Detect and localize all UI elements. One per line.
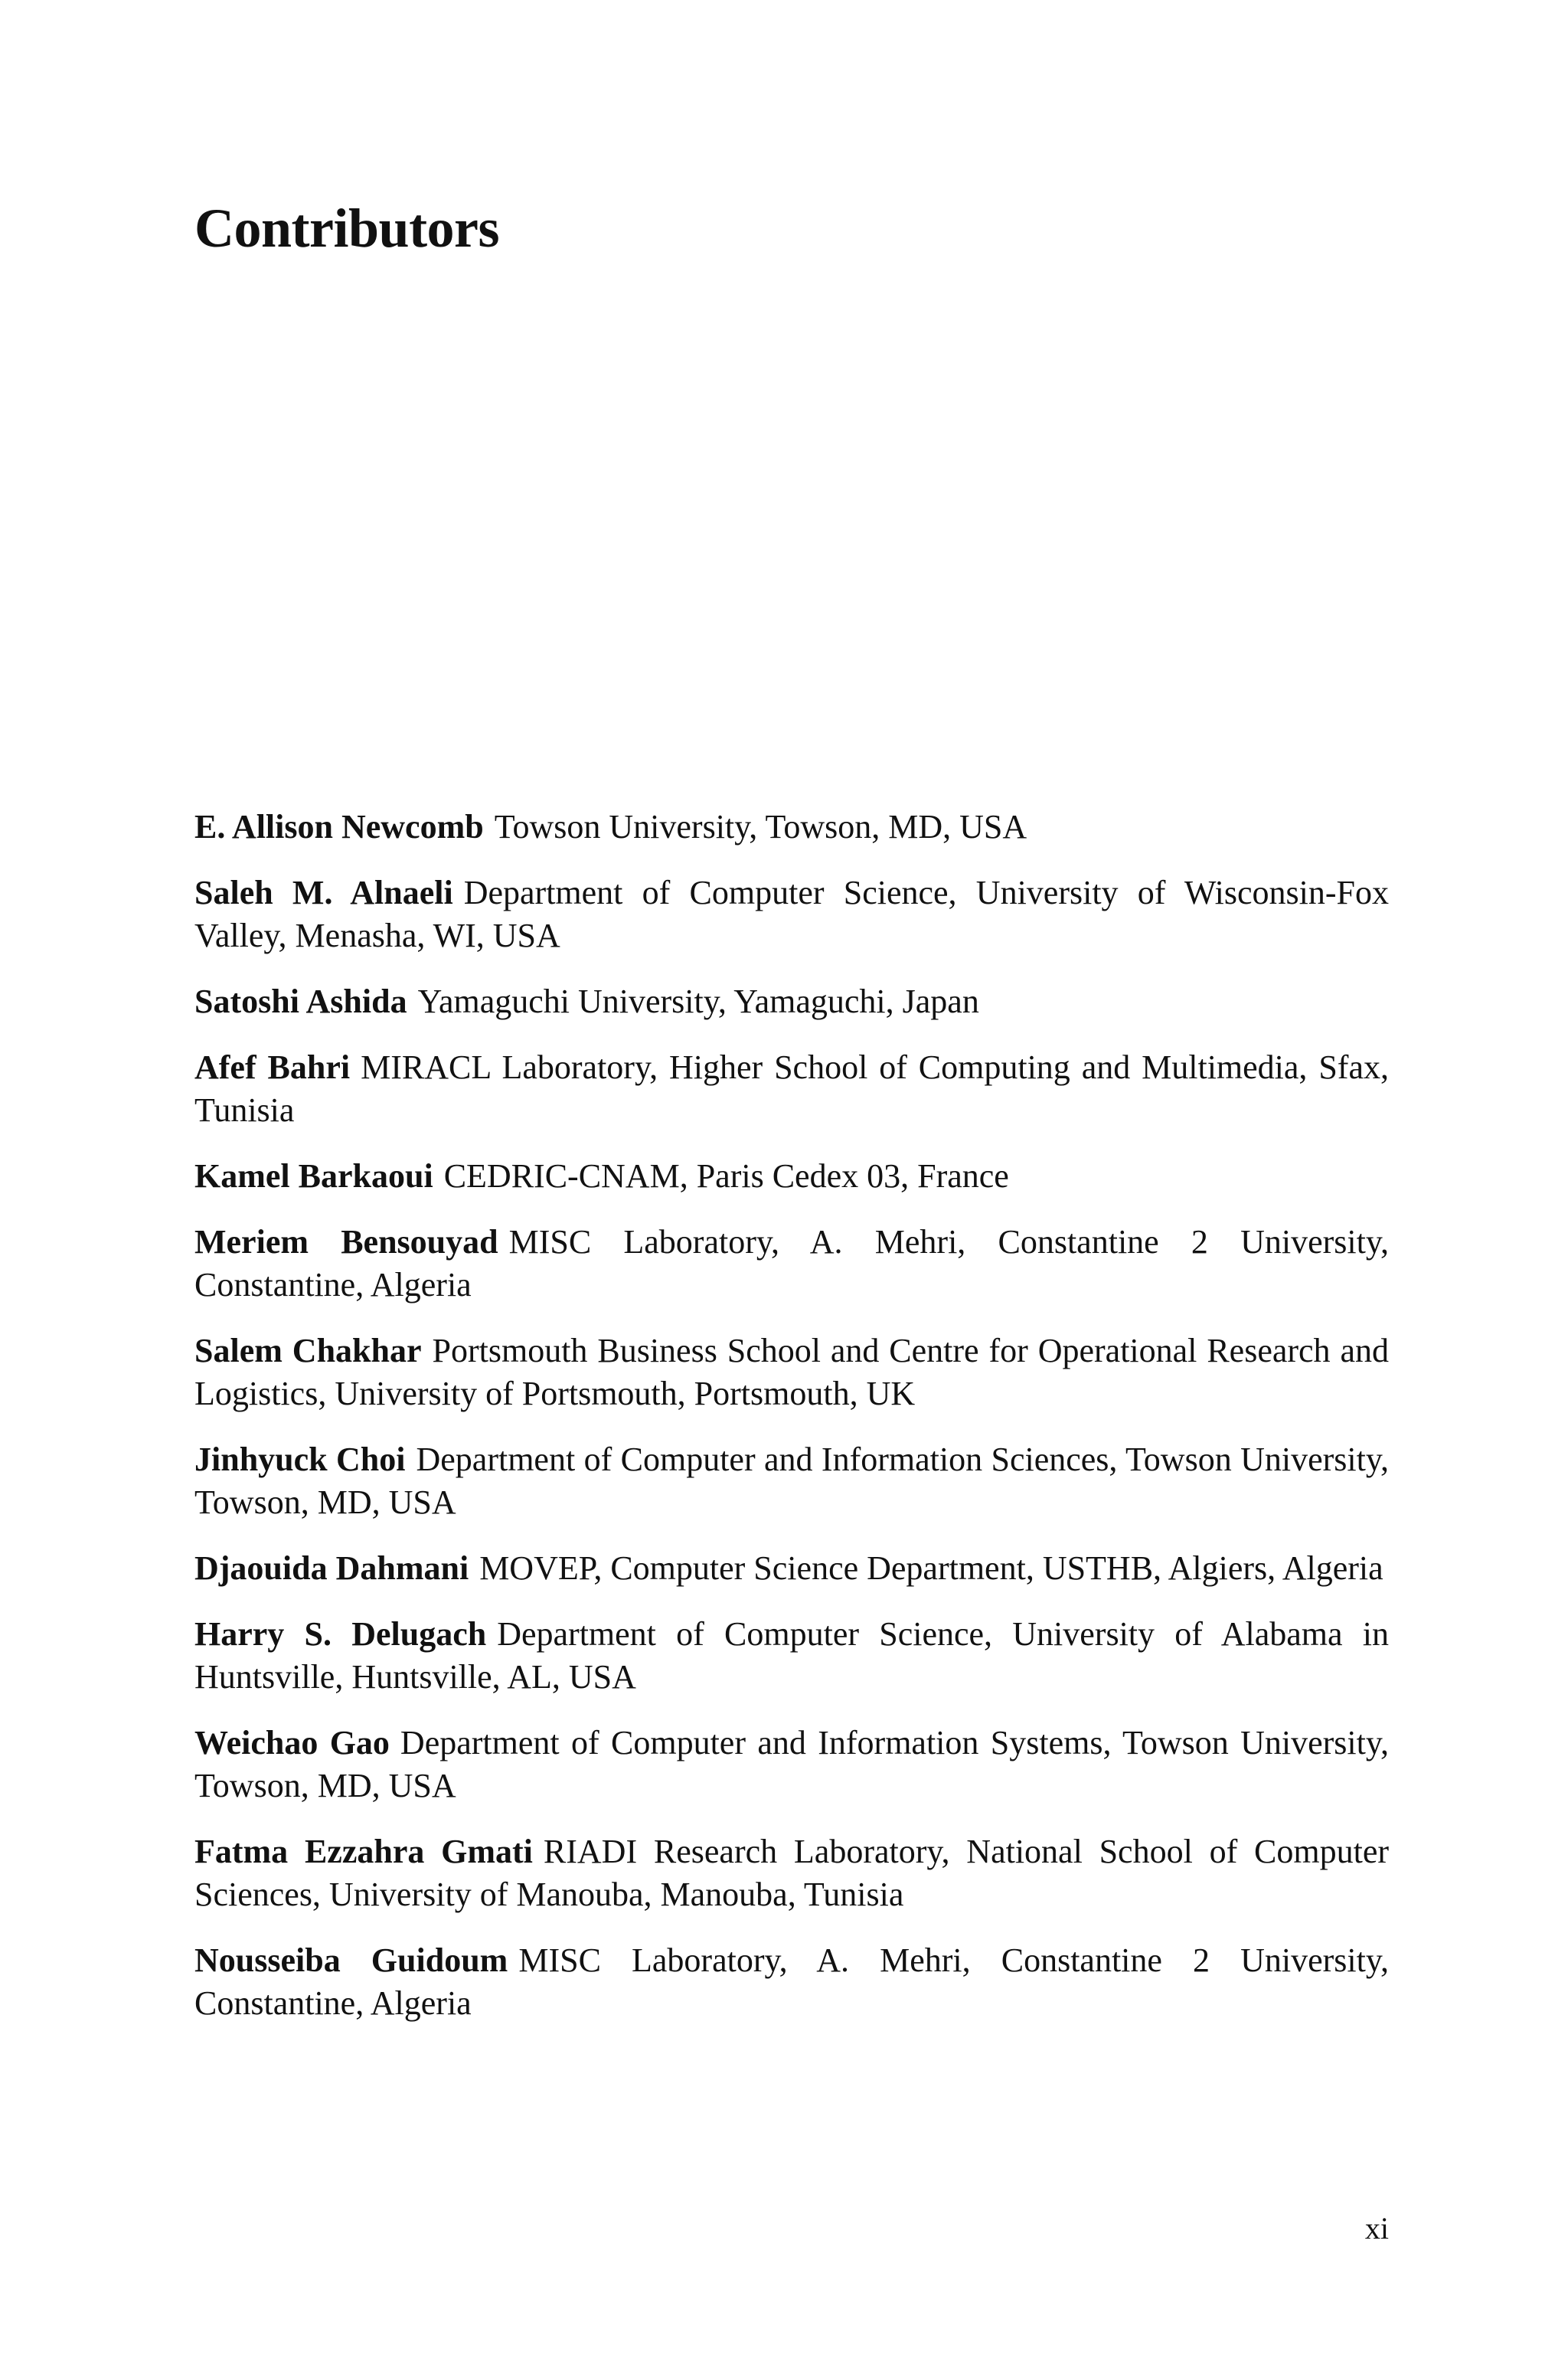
contributor-entry xyxy=(194,1438,1389,1524)
contributor-entry xyxy=(194,1155,1389,1198)
contributor-entry xyxy=(194,1221,1389,1307)
contributor-entry xyxy=(194,1046,1389,1132)
contributor-affiliation: MIRACL Laboratory, Higher School of Computing and Multimedia, Sfax, Tunisia xyxy=(194,1048,1389,1129)
contributor-affiliation: CEDRIC-CNAM, Paris Cedex 03, France xyxy=(443,1157,1009,1195)
contributor-entry xyxy=(194,1722,1389,1807)
contributor-name: Saleh M. Alnaeli xyxy=(194,874,453,911)
contributor-entry xyxy=(194,1939,1389,2025)
contributor-affiliation: Department of Computer Science, University of Alabama in Huntsville, Huntsville, AL, USA xyxy=(194,1615,1389,1696)
contributor-name: Harry S. Delugach xyxy=(194,1615,487,1653)
contributor-name: Nousseiba Guidoum xyxy=(194,1941,508,1979)
contributor-affiliation: Portsmouth Business School and Centre for Operational Research and Logistics, University of Portsmouth, Portsmouth, UK xyxy=(194,1332,1389,1412)
contributor-affiliation: MISC Laboratory, A. Mehri, Constantine 2 University, Constantine, Algeria xyxy=(194,1941,1390,2022)
contributor-entry xyxy=(194,1547,1389,1590)
page-number: xi xyxy=(1364,2211,1389,2246)
contributor-name: Weichao Gao xyxy=(194,1724,390,1761)
contributors-list xyxy=(194,806,1389,2048)
contributor-name: Jinhyuck Choi xyxy=(194,1441,406,1478)
contributor-entry xyxy=(194,1330,1389,1415)
contributor-affiliation: Yamaguchi University, Yamaguchi, Japan xyxy=(417,983,979,1020)
contributor-affiliation: RIADI Research Laboratory, National School of Computer Sciences, University of Manouba, Manouba, Tunisia xyxy=(194,1833,1389,1913)
contributor-name: Salem Chakhar xyxy=(194,1332,422,1369)
contributor-entry xyxy=(194,1830,1389,1916)
contributor-affiliation: Towson University, Towson, MD, USA xyxy=(494,808,1027,846)
contributor-affiliation: MISC Laboratory, A. Mehri, Constantine 2 University, Constantine, Algeria xyxy=(194,1223,1389,1303)
contributor-entry xyxy=(194,872,1389,957)
contributor-name: Djaouida Dahmani xyxy=(194,1549,469,1587)
contributor-entry xyxy=(194,1613,1389,1699)
contributor-name: E. Allison Newcomb xyxy=(194,808,484,846)
contributor-name: Afef Bahri xyxy=(194,1048,351,1086)
contributor-affiliation: MOVEP, Computer Science Department, USTHB, Algiers, Algeria xyxy=(479,1549,1383,1587)
contributor-name: Fatma Ezzahra Gmati xyxy=(194,1833,533,1870)
contributor-affiliation: Department of Computer Science, University of Wisconsin-Fox Valley, Menasha, WI, USA xyxy=(194,874,1389,954)
contributor-entry xyxy=(194,806,1389,849)
contributor-name: Kamel Barkaoui xyxy=(194,1157,433,1195)
contributor-affiliation: Department of Computer and Information Systems, Towson University, Towson, MD, USA xyxy=(194,1724,1389,1804)
contributor-name: Meriem Bensouyad xyxy=(194,1223,498,1261)
page-title: Contributors xyxy=(194,198,500,259)
contributor-affiliation: Department of Computer and Information Sciences, Towson University, Towson, MD, USA xyxy=(194,1441,1389,1521)
contributor-name: Satoshi Ashida xyxy=(194,983,407,1020)
contributor-entry xyxy=(194,980,1389,1023)
